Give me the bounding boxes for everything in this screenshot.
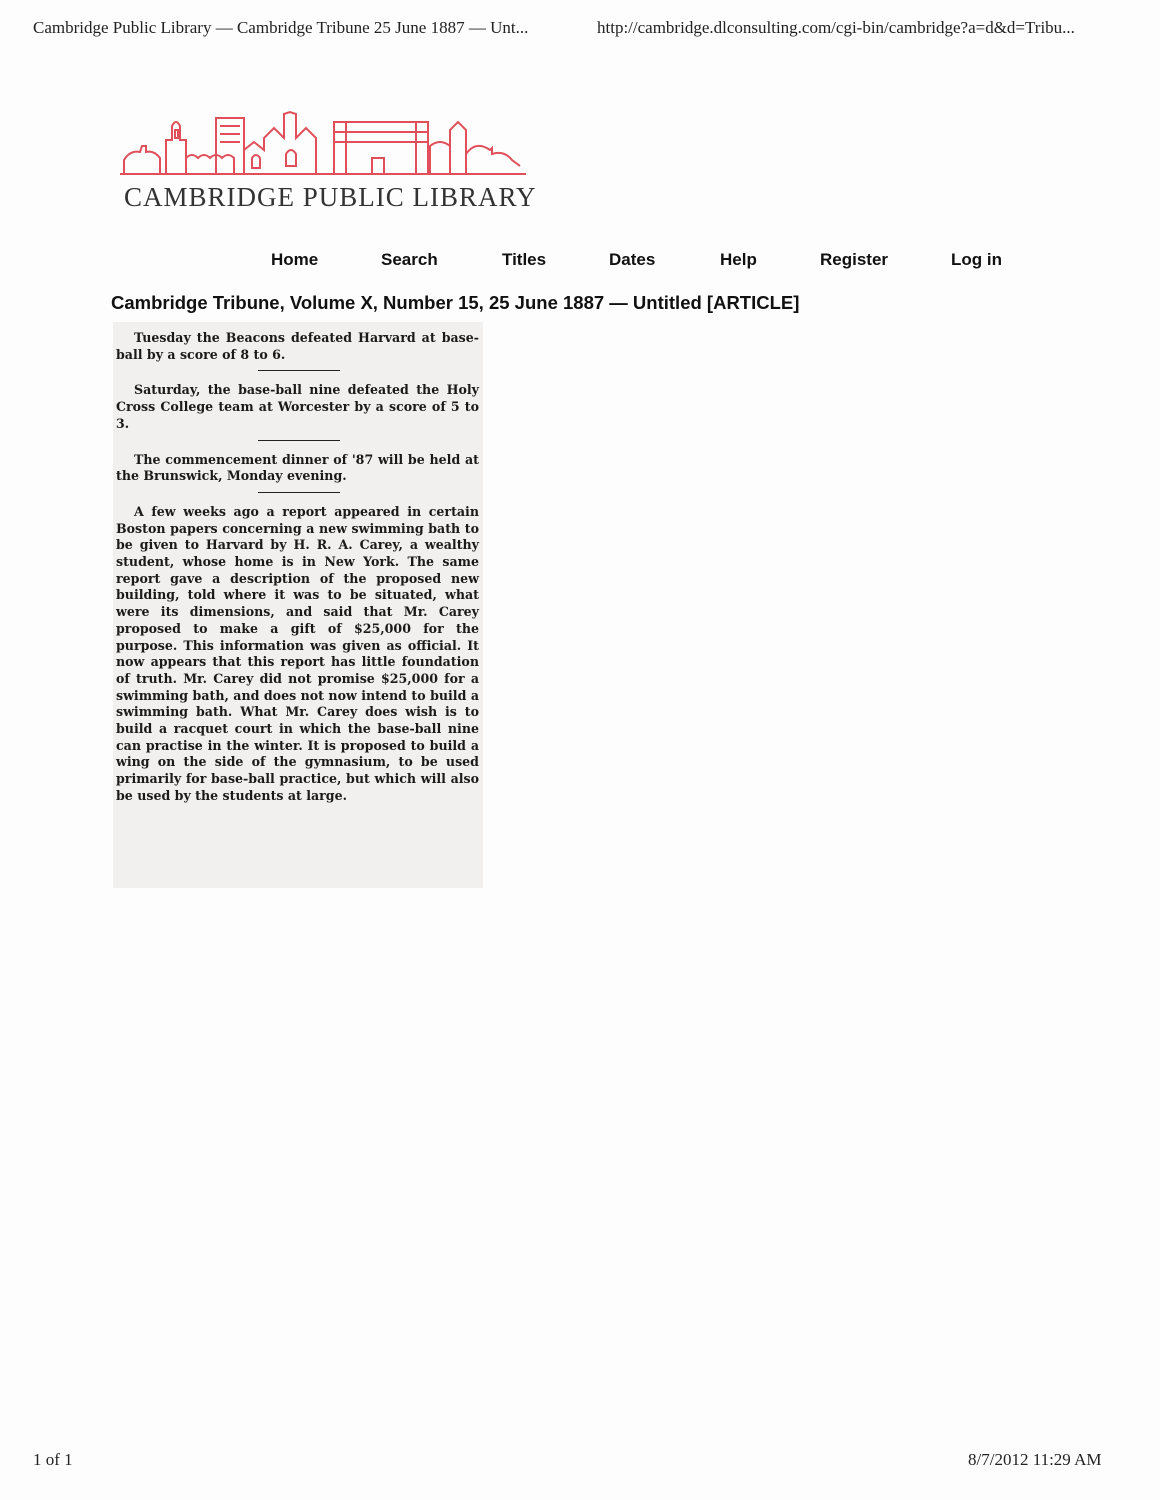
nav-dates[interactable]: Dates — [609, 250, 656, 269]
nav-log-in[interactable]: Log in — [951, 250, 1002, 269]
article-paragraph: Tuesday the Beacons defeated Harvard at base-ball by a score of 8 to 6. — [116, 330, 479, 362]
article-paragraph: A few weeks ago a report appeared in certain Boston papers concerning a new swimming bath to be given to Harvard by H. R. A. Carey, a wealthy student, whose home is in New York. The same report gave a description of the proposed new building, told where it was to be situated, what were its dimensions, and said that Mr. Carey proposed to make a gift of $25,000 for the purpose. This information was given as official. It now appears that this report has little foundation of truth. Mr. Carey did not promise $25,000 for a swimming bath, and does not now intend to build a swimming bath. What Mr. Carey does wish is to build a racquet court in which the base-ball nine can practise in the winter. It is proposed to build a wing on the side of the gymnasium, to be used primarily for base-ball practice, but which will also be used by the students at large. — [116, 503, 479, 803]
nav-titles[interactable]: Titles — [502, 250, 547, 269]
nav-help[interactable]: Help — [720, 250, 757, 269]
main-nav — [0, 250, 1160, 274]
page-count: 1 of 1 — [33, 1450, 73, 1469]
library-logo[interactable] — [120, 110, 537, 220]
nav-search[interactable]: Search — [381, 250, 438, 269]
print-header — [0, 18, 1160, 48]
article-clipping-image — [113, 322, 483, 888]
print-page-title: Cambridge Public Library — Cambridge Tribune 25 June 1887 — Unt... — [33, 18, 529, 37]
column-rule-divider — [258, 370, 340, 371]
article-paragraph: The commencement dinner of '87 will be held at the Brunswick, Monday evening. — [116, 451, 479, 484]
print-url: http://cambridge.dlconsulting.com/cgi-bin/cambridge?a=d&d=Tribu... — [597, 18, 1075, 37]
article-title: Cambridge Tribune, Volume X, Number 15, 25 June 1887 — Untitled [ARTICLE] — [111, 292, 800, 313]
article-paragraph: Saturday, the base-ball nine defeated the Holy Cross College team at Worcester by a score of 5 to 3. — [116, 382, 479, 431]
print-timestamp: 8/7/2012 11:29 AM — [968, 1450, 1102, 1469]
column-rule-divider — [258, 492, 340, 493]
column-rule-divider — [258, 440, 340, 441]
nav-home[interactable]: Home — [271, 250, 319, 269]
library-skyline-icon — [120, 110, 530, 182]
print-footer — [0, 1450, 1160, 1474]
nav-register[interactable]: Register — [820, 250, 889, 269]
library-logo-text: CAMBRIDGE PUBLIC LIBRARY — [124, 182, 537, 212]
